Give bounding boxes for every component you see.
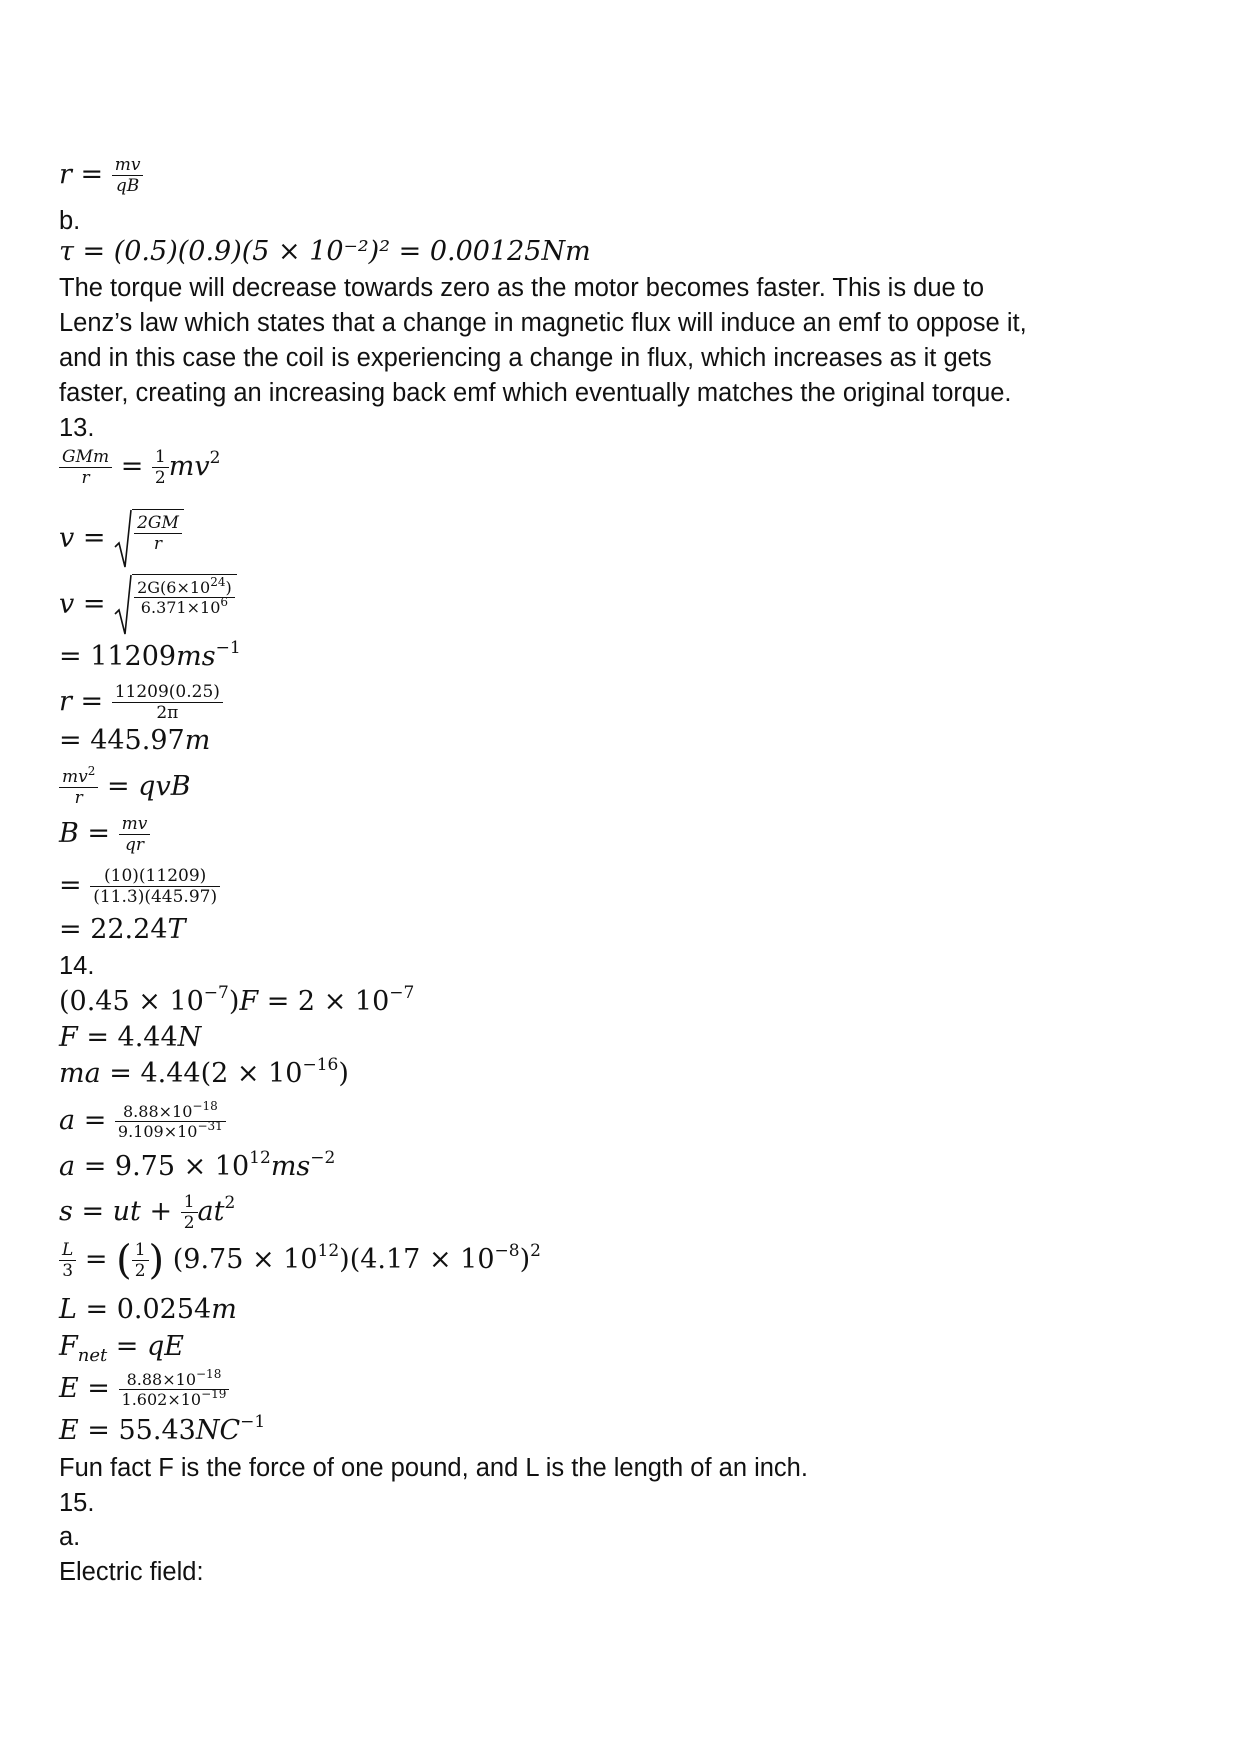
square-root: $\frac{2G(6\times 10^{24})}{6.371\times 10^6}$ — [114, 574, 237, 636]
length-equation: $\frac{L}{3}$ = ( $\frac{1}{2}$ ) $(9.75 \times 10^{12})(4.17 \times 10^{-8})^2$ — [59, 1240, 541, 1281]
question-number-13: 13. — [59, 414, 95, 442]
square-root: $\frac{2GM}{r}$ — [114, 509, 184, 569]
velocity-result: = $11209ms^{-1}$ — [59, 638, 241, 672]
centripetal-equation: $\frac{mv^2}{r}$ = qvB — [59, 767, 191, 808]
electric-field-result: $E = 55.43NC^{-1}$ — [59, 1412, 266, 1446]
radius-result: = 445.97m — [59, 725, 211, 756]
radius-equation: r = $\frac{11209(0.25)}{2\pi}$ — [59, 682, 223, 723]
newton-second-law: ma = $4.44(2 \times 10^{-16})$ — [59, 1055, 349, 1089]
magnetic-field-result: = 22.24T — [59, 914, 186, 945]
electric-field-equation: E = $\frac{8.88\times 10^{-18}}{1.602\times 10^{-19}}$ — [59, 1370, 229, 1409]
force-result: F = 4.44N — [59, 1022, 202, 1053]
escape-velocity-formula: v = $\frac{2GM}{r}$ — [59, 509, 184, 569]
acceleration-result: $a = 9.75 \times 10^{12}ms^{-2}$ — [59, 1148, 336, 1182]
torque-equation: τ = (0.5)(0.9)(5 × 10⁻²)² = 0.00125Nm — [59, 236, 591, 267]
electric-field-heading: Electric field: — [59, 1558, 204, 1586]
magnetic-field-formula: B = $\frac{mv}{qr}$ — [59, 814, 150, 855]
escape-velocity-substituted: v = $\frac{2G(6\times 10^{24})}{6.371\times 10^6}$ — [59, 574, 237, 636]
acceleration-equation: a = $\frac{8.88\times 10^{-18}}{9.109\times 10^{-31}}$ — [59, 1102, 226, 1141]
question-number-14: 14. — [59, 952, 95, 980]
energy-equation: GMm r = $\frac{1}{2}$ $mv^2$ — [59, 447, 220, 488]
fraction: $\frac{mv}{qB}$ — [112, 155, 144, 196]
question-number-15: 15. — [59, 1489, 95, 1517]
paragraph-line: The torque will decrease towards zero as the motor becomes faster. This is due to — [59, 274, 985, 302]
length-result: L = 0.0254m — [59, 1294, 237, 1325]
radius-formula: r = $\frac{mv}{qB}$ — [59, 155, 143, 196]
kinematics-equation: s = ut + $\frac{1}{2}$ $at^2$ — [59, 1192, 236, 1233]
net-force-equation: $F_{net}$ = qE — [59, 1331, 185, 1366]
paragraph-line: and in this case the coil is experiencing a change in flux, which increases as it gets — [59, 344, 992, 372]
part-label-a: a. — [59, 1523, 81, 1551]
magnetic-field-substituted: = $\frac{(10)(11209)}{(11.3)(445.97)}$ — [59, 866, 220, 907]
part-label-b: b. — [59, 207, 81, 235]
force-equation: $(0.45 \times 10^{-7})F = 2 \times 10^{-7}$ — [59, 983, 415, 1017]
fun-fact-text: Fun fact F is the force of one pound, and L is the length of an inch. — [59, 1454, 808, 1482]
radical-sign-icon — [114, 574, 132, 636]
paragraph-line: Lenz’s law which states that a change in magnetic flux will induce an emf to oppose it, — [59, 309, 1027, 337]
paragraph-line: faster, creating an increasing back emf which eventually matches the original torque. — [59, 379, 1012, 407]
radical-sign-icon — [114, 509, 132, 569]
